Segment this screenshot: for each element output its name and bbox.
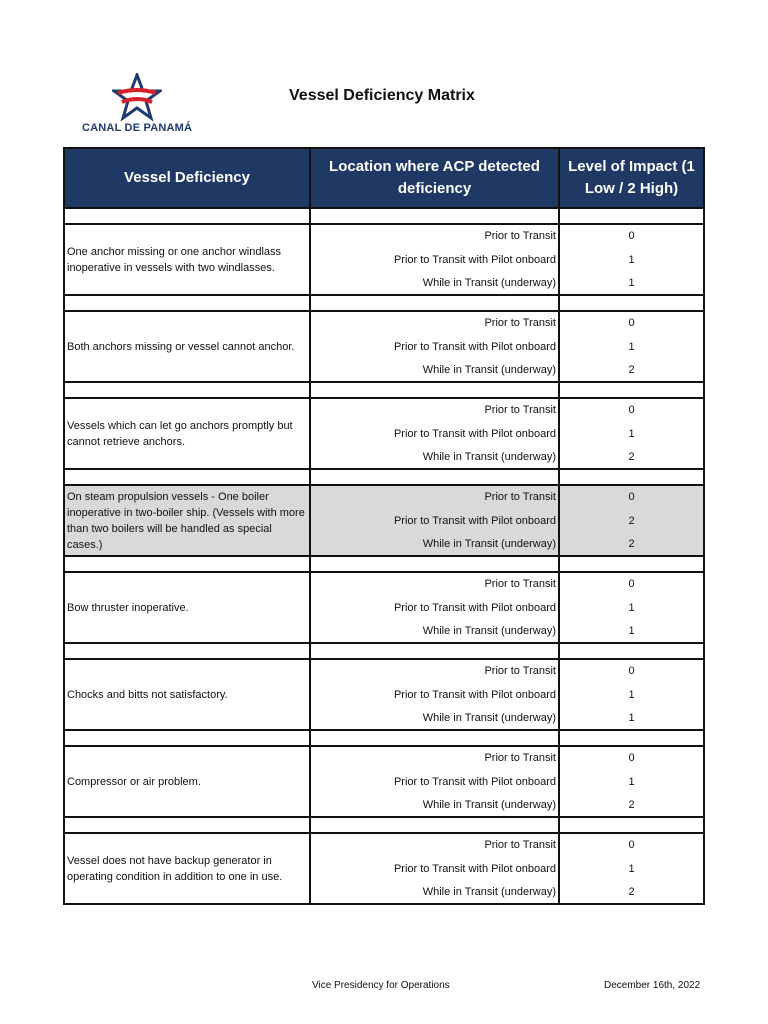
deficiency-cell: Compressor or air problem. xyxy=(64,746,310,817)
table-row xyxy=(64,398,704,469)
column-header-deficiency: Vessel Deficiency xyxy=(64,148,310,208)
spacer-cell xyxy=(64,643,310,659)
spacer-cell xyxy=(310,382,559,398)
document-title: Vessel Deficiency Matrix xyxy=(289,87,475,104)
impact-level: 0 xyxy=(628,578,635,590)
star-logo-icon xyxy=(112,73,162,121)
spacer-cell xyxy=(559,556,704,572)
spacer-row xyxy=(64,469,704,485)
location-label: Prior to Transit with Pilot onboard xyxy=(393,775,556,788)
column-header-impact: Level of Impact (1 Low / 2 High) xyxy=(559,148,704,208)
location-label: Prior to Transit with Pilot onboard xyxy=(393,601,556,614)
deficiency-cell: On steam propulsion vessels - One boiler inoperative in two-boiler ship. (Vessels with more than two boilers will be handled as special cases.) xyxy=(64,485,310,556)
spacer-cell xyxy=(310,208,559,224)
impact-level: 0 xyxy=(628,230,635,242)
table-row xyxy=(64,659,704,730)
impact-cell xyxy=(559,485,704,556)
footer-date: December 16th, 2022 xyxy=(604,980,701,991)
location-label: While in Transit (underway) xyxy=(422,364,556,376)
location-cell xyxy=(310,311,559,382)
impact-level: 2 xyxy=(628,799,635,811)
spacer-cell xyxy=(559,382,704,398)
spacer-cell xyxy=(64,382,310,398)
impact-level: 1 xyxy=(628,625,635,637)
impact-level: 0 xyxy=(628,839,635,851)
deficiency-cell: One anchor missing or one anchor windlass inoperative in vessels with two windlasses. xyxy=(64,224,310,295)
impact-level: 2 xyxy=(628,886,635,898)
impact-level: 2 xyxy=(628,538,635,550)
spacer-row xyxy=(64,817,704,833)
spacer-cell xyxy=(64,730,310,746)
spacer-row xyxy=(64,382,704,398)
spacer-cell xyxy=(559,643,704,659)
location-cell xyxy=(310,746,559,817)
impact-level: 0 xyxy=(628,752,635,764)
location-label: While in Transit (underway) xyxy=(422,712,556,724)
spacer-cell xyxy=(64,208,310,224)
impact-level: 0 xyxy=(628,491,635,503)
table-body xyxy=(64,208,704,904)
impact-level: 1 xyxy=(628,601,635,614)
spacer-cell xyxy=(64,817,310,833)
table-row xyxy=(64,485,704,556)
impact-level: 2 xyxy=(628,364,635,376)
deficiency-cell: Both anchors missing or vessel cannot anchor. xyxy=(64,311,310,382)
impact-level: 2 xyxy=(628,514,635,527)
location-label: Prior to Transit with Pilot onboard xyxy=(393,862,556,875)
spacer-cell xyxy=(559,730,704,746)
location-cell xyxy=(310,659,559,730)
impact-level: 1 xyxy=(628,712,635,724)
location-label: Prior to Transit xyxy=(484,404,556,416)
impact-level: 0 xyxy=(628,404,635,416)
spacer-cell xyxy=(64,469,310,485)
location-label: Prior to Transit xyxy=(484,578,556,590)
spacer-cell xyxy=(64,295,310,311)
table-header-row xyxy=(64,148,704,208)
impact-cell xyxy=(559,572,704,643)
location-label: Prior to Transit with Pilot onboard xyxy=(393,688,556,701)
table-row xyxy=(64,572,704,643)
spacer-cell xyxy=(64,556,310,572)
spacer-cell xyxy=(310,469,559,485)
spacer-cell xyxy=(559,295,704,311)
location-label: Prior to Transit xyxy=(484,752,556,764)
table-row xyxy=(64,833,704,904)
location-label: While in Transit (underway) xyxy=(422,886,556,898)
table-row xyxy=(64,224,704,295)
location-label: Prior to Transit with Pilot onboard xyxy=(393,340,556,353)
impact-level: 2 xyxy=(628,451,635,463)
impact-level: 1 xyxy=(628,253,635,266)
spacer-cell xyxy=(310,643,559,659)
location-label: While in Transit (underway) xyxy=(422,538,556,550)
deficiency-cell: Vessels which can let go anchors promptly but cannot retrieve anchors. xyxy=(64,398,310,469)
spacer-cell xyxy=(310,295,559,311)
deficiency-matrix-table xyxy=(63,147,705,905)
location-label: Prior to Transit with Pilot onboard xyxy=(393,514,556,527)
table-row xyxy=(64,746,704,817)
spacer-cell xyxy=(310,556,559,572)
table-row xyxy=(64,311,704,382)
location-label: Prior to Transit xyxy=(484,491,556,503)
deficiency-cell: Vessel does not have backup generator in operating condition in addition to one in use. xyxy=(64,833,310,904)
impact-level: 0 xyxy=(628,317,635,329)
location-cell xyxy=(310,398,559,469)
deficiency-cell: Chocks and bitts not satisfactory. xyxy=(64,659,310,730)
deficiency-cell: Bow thruster inoperative. xyxy=(64,572,310,643)
impact-level: 1 xyxy=(628,427,635,440)
footer-department: Vice Presidency for Operations xyxy=(312,980,450,991)
location-label: While in Transit (underway) xyxy=(422,625,556,637)
impact-level: 1 xyxy=(628,688,635,701)
location-label: While in Transit (underway) xyxy=(422,451,556,463)
impact-level: 1 xyxy=(628,775,635,788)
location-label: Prior to Transit xyxy=(484,230,556,242)
location-label: Prior to Transit xyxy=(484,317,556,329)
impact-cell xyxy=(559,224,704,295)
impact-cell xyxy=(559,659,704,730)
spacer-cell xyxy=(310,730,559,746)
spacer-cell xyxy=(310,817,559,833)
impact-level: 1 xyxy=(628,340,635,353)
spacer-cell xyxy=(559,469,704,485)
impact-cell xyxy=(559,311,704,382)
location-label: While in Transit (underway) xyxy=(422,277,556,289)
location-label: While in Transit (underway) xyxy=(422,799,556,811)
impact-level: 1 xyxy=(628,277,635,289)
location-label: Prior to Transit with Pilot onboard xyxy=(393,253,556,266)
location-label: Prior to Transit xyxy=(484,665,556,677)
spacer-row xyxy=(64,295,704,311)
impact-cell xyxy=(559,833,704,904)
impact-level: 0 xyxy=(628,665,635,677)
location-cell xyxy=(310,485,559,556)
impact-cell xyxy=(559,398,704,469)
spacer-row xyxy=(64,730,704,746)
spacer-cell xyxy=(559,208,704,224)
logo-text: CANAL DE PANAMÁ xyxy=(82,122,193,134)
impact-cell xyxy=(559,746,704,817)
location-label: Prior to Transit with Pilot onboard xyxy=(393,427,556,440)
location-cell xyxy=(310,224,559,295)
column-header-location: Location where ACP detected deficiency xyxy=(310,148,559,208)
spacer-cell xyxy=(559,817,704,833)
spacer-row xyxy=(64,643,704,659)
location-cell xyxy=(310,833,559,904)
location-cell xyxy=(310,572,559,643)
canal-de-panama-logo xyxy=(80,73,196,137)
spacer-row xyxy=(64,556,704,572)
impact-level: 1 xyxy=(628,862,635,875)
spacer-row xyxy=(64,208,704,224)
location-label: Prior to Transit xyxy=(484,839,556,851)
